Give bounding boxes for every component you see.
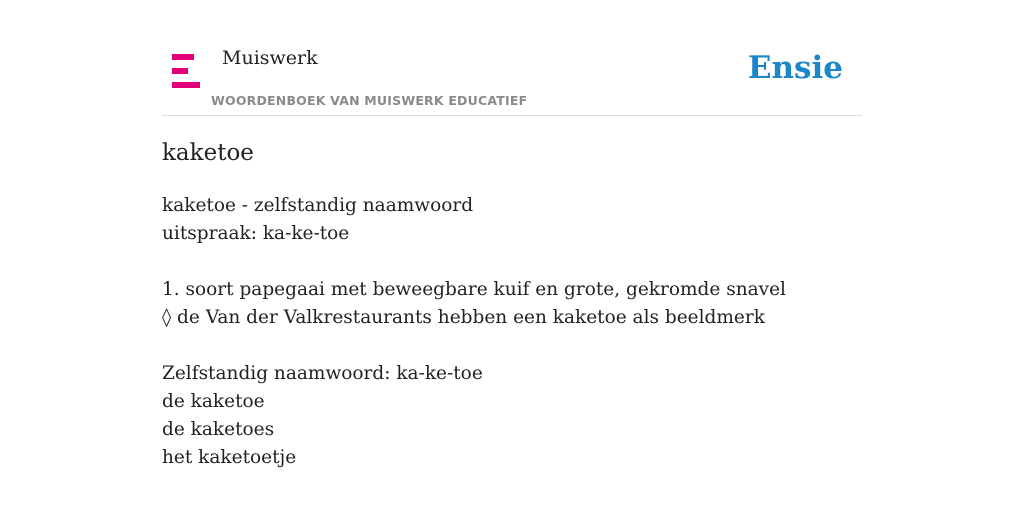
entry-line <box>162 248 862 276</box>
logo-bar-middle <box>172 68 188 74</box>
header <box>162 40 862 116</box>
entry-line: 1. soort papegaai met beweegbare kuif en grote, gekromde snavel <box>162 279 786 300</box>
brand-subtitle: WOORDENBOEK VAN MUISWERK EDUCATIEF <box>211 93 528 108</box>
page-title: kaketoe <box>162 140 254 166</box>
entry-line: de kaketoes <box>162 419 275 440</box>
entry-line: ◊ de Van der Valkrestaurants hebben een kaketoe als beeldmerk <box>162 307 765 328</box>
entry-line <box>162 332 862 360</box>
muiswerk-logo-icon[interactable] <box>172 54 200 88</box>
brand-name[interactable]: Muiswerk <box>222 47 318 69</box>
entry-content <box>162 192 862 472</box>
entry-line: Zelfstandig naamwoord: ka-ke-toe <box>162 363 483 384</box>
ensie-logo-link[interactable]: Ensie <box>747 50 843 86</box>
entry-line: uitspraak: ka-ke-toe <box>162 223 350 244</box>
logo-bar-top <box>172 54 194 60</box>
entry-line: de kaketoe <box>162 391 265 412</box>
entry-line: kaketoe - zelfstandig naamwoord <box>162 195 474 216</box>
logo-bar-bottom <box>172 82 200 88</box>
entry-line: het kaketoetje <box>162 447 297 468</box>
